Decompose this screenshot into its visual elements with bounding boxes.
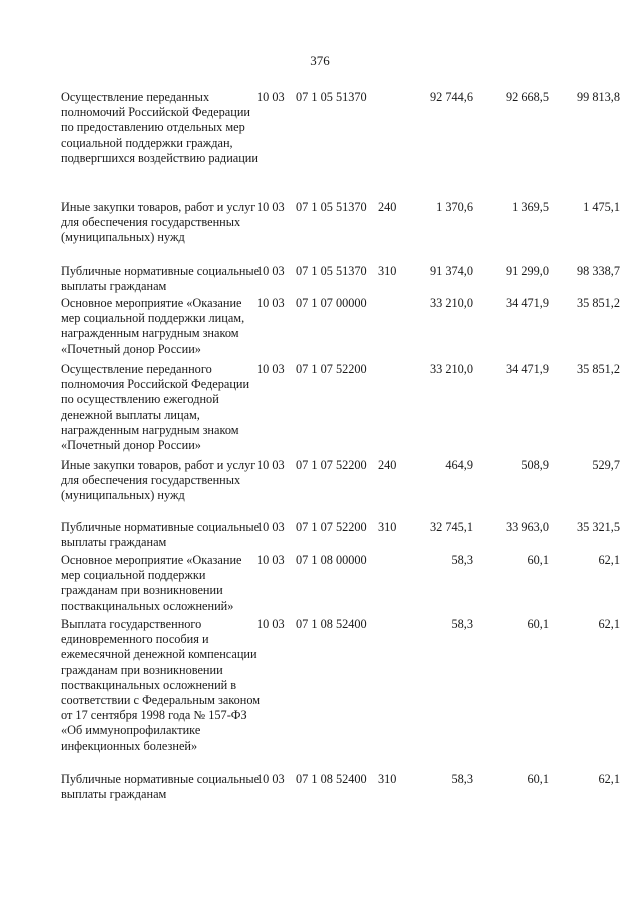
row-amount-3: 98 338,7 (576, 264, 620, 278)
row-amount-3: 99 813,8 (576, 90, 620, 104)
row-name: Публичные нормативные социальные выплаты гражданам (61, 264, 260, 294)
row-name: Осуществление переданного полномочия Российской Федерации по осуществлению ежегодной денежной выплаты лицам, награжденным нагрудным знаком «Почетный донор России» (61, 362, 250, 453)
row-amount-2: 34 471,9 (505, 296, 549, 310)
row-section-code: 10 03 (257, 264, 285, 278)
row-amount-1: 32 745,1 (429, 520, 473, 534)
row-section-code: 10 03 (257, 553, 285, 567)
row-amount-3: 62,1 (598, 553, 620, 567)
row-amount-3: 62,1 (598, 772, 620, 786)
row-expense-type: 310 (378, 264, 397, 278)
row-target-article: 07 1 07 52200 (296, 458, 367, 472)
row-section-code: 10 03 (257, 772, 285, 786)
row-amount-2: 60,1 (527, 772, 549, 786)
row-expense-type: 240 (378, 200, 397, 214)
row-amount-3: 35 321,5 (576, 520, 620, 534)
row-target-article: 07 1 07 52200 (296, 362, 367, 376)
row-target-article: 07 1 08 52400 (296, 617, 367, 631)
row-target-article: 07 1 05 51370 (296, 200, 367, 214)
row-target-article: 07 1 05 51370 (296, 90, 367, 104)
row-section-code: 10 03 (257, 458, 285, 472)
row-section-code: 10 03 (257, 200, 285, 214)
row-name: Осуществление переданных полномочий Российской Федерации по предоставлению отдельных мер социальной поддержки граждан, подвергшихся воздействию радиации (61, 90, 258, 165)
row-name: Основное мероприятие «Оказание мер социальной поддержки лицам, награжденным нагрудным знаком «Почетный донор России» (61, 296, 245, 356)
row-target-article: 07 1 08 00000 (296, 553, 367, 567)
row-amount-2: 33 963,0 (505, 520, 549, 534)
row-amount-3: 62,1 (598, 617, 620, 631)
row-section-code: 10 03 (257, 520, 285, 534)
row-amount-1: 91 374,0 (429, 264, 473, 278)
row-amount-2: 34 471,9 (505, 362, 549, 376)
row-section-code: 10 03 (257, 296, 285, 310)
row-target-article: 07 1 07 52200 (296, 520, 367, 534)
row-amount-2: 1 369,5 (512, 200, 549, 214)
row-amount-3: 1 475,1 (583, 200, 620, 214)
row-expense-type: 310 (378, 772, 397, 786)
row-section-code: 10 03 (257, 90, 285, 104)
row-section-code: 10 03 (257, 362, 285, 376)
row-amount-1: 464,9 (445, 458, 473, 472)
row-expense-type: 240 (378, 458, 397, 472)
row-target-article: 07 1 05 51370 (296, 264, 367, 278)
row-amount-1: 33 210,0 (429, 296, 473, 310)
row-amount-1: 92 744,6 (429, 90, 473, 104)
row-amount-2: 60,1 (527, 553, 549, 567)
row-amount-3: 35 851,2 (576, 362, 620, 376)
row-amount-3: 35 851,2 (576, 296, 620, 310)
row-amount-2: 92 668,5 (505, 90, 549, 104)
row-name: Иные закупки товаров, работ и услуг для обеспечения государственных (муниципальных) нужд (61, 458, 256, 503)
row-amount-1: 33 210,0 (429, 362, 473, 376)
row-name: Выплата государственного единовременного пособия и ежемесячной денежной компенсации гражданам при возникновении поствакцинальных осложнений в соответствии с Федеральным законом от 17 сентября 1998 года № 157-ФЗ «Об иммунопрофилактике инфекционных болезней» (61, 617, 261, 753)
row-amount-2: 91 299,0 (505, 264, 549, 278)
page-number: 376 (310, 53, 330, 68)
row-name: Иные закупки товаров, работ и услуг для обеспечения государственных (муниципальных) нужд (61, 200, 256, 245)
row-amount-3: 529,7 (592, 458, 620, 472)
row-amount-1: 58,3 (451, 617, 473, 631)
row-amount-2: 60,1 (527, 617, 549, 631)
row-amount-1: 58,3 (451, 553, 473, 567)
row-amount-2: 508,9 (521, 458, 549, 472)
row-name: Публичные нормативные социальные выплаты гражданам (61, 520, 260, 550)
row-name: Публичные нормативные социальные выплаты гражданам (61, 772, 260, 802)
row-amount-1: 1 370,6 (436, 200, 473, 214)
row-section-code: 10 03 (257, 617, 285, 631)
row-amount-1: 58,3 (451, 772, 473, 786)
row-expense-type: 310 (378, 520, 397, 534)
row-target-article: 07 1 07 00000 (296, 296, 367, 310)
row-target-article: 07 1 08 52400 (296, 772, 367, 786)
row-name: Основное мероприятие «Оказание мер социальной поддержки гражданам при возникновении поствакцинальных осложнений» (61, 553, 242, 613)
